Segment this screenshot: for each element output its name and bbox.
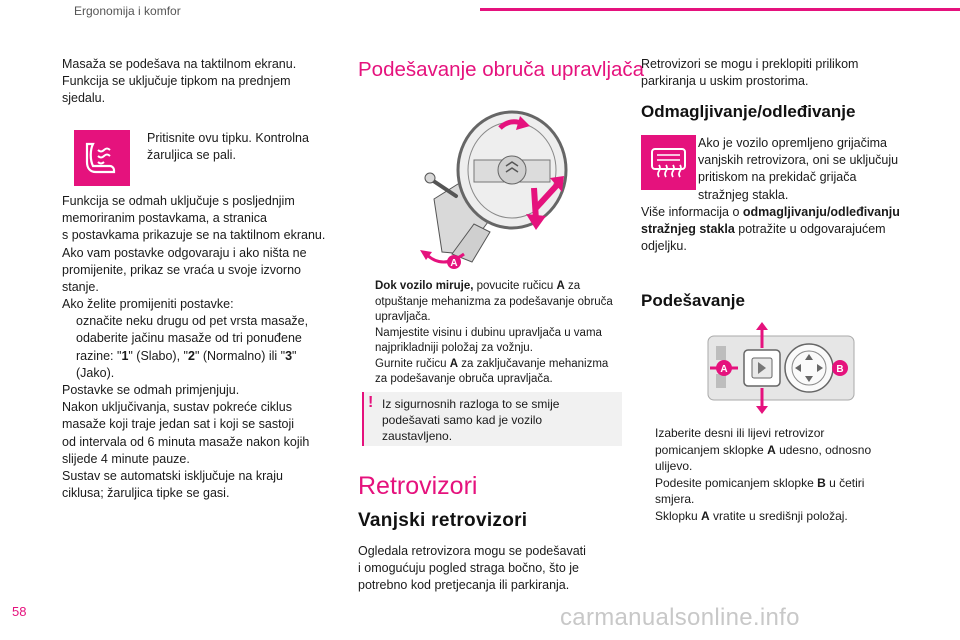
level-3: 3 <box>285 348 293 363</box>
defog-text <box>698 135 928 204</box>
bullet-icon <box>62 313 76 330</box>
text-line: Postavke se odmah primjenjuju. <box>62 383 240 398</box>
level-1: 1 <box>121 348 129 363</box>
text-line: stražnjeg stakla. <box>698 187 789 202</box>
bullet-icon <box>62 330 76 382</box>
text-span: Sklopku <box>655 508 702 523</box>
text-span: " (Slabo), " <box>128 348 188 363</box>
massage-intro <box>62 56 342 108</box>
text-line: pritiskom na prekidač grijača <box>698 170 857 185</box>
text-line: promijenite, prikaz se vraća u svoje izvorno <box>62 262 301 277</box>
press-instruction <box>133 130 333 164</box>
text-line: stanje. <box>62 280 99 295</box>
text-line: (Jako). <box>76 365 115 380</box>
warning-icon: ! <box>368 394 374 411</box>
lever-label-a: A <box>450 258 458 269</box>
mirrors-title: Retrovizori <box>358 472 478 500</box>
text-span: potražite u odgovarajućem <box>734 222 886 237</box>
text-bold: Dok vozilo miruje, <box>375 280 474 292</box>
exterior-mirrors-title: Vanjski retrovizori <box>358 510 528 531</box>
text-line: žaruljica se pali. <box>147 148 236 163</box>
text-span: pomicanjem sklopke <box>655 442 768 457</box>
adjustment-title: Podešavanje <box>641 291 745 310</box>
bullet-icon <box>641 425 655 475</box>
bullet-icon <box>133 130 147 164</box>
text-span: " <box>292 348 297 363</box>
seat-massage-icon <box>74 130 130 186</box>
text-bold: A <box>556 280 565 292</box>
text-span: Podesite pomicanjem sklopke <box>655 475 818 490</box>
text-span: Više informacija o <box>641 205 743 219</box>
text-line: masaže koji traje jedan sat i koji se sastoji <box>62 417 295 432</box>
text-span: povucite ručicu <box>473 280 557 292</box>
text-line: parkiranja u uskim prostorima. <box>641 74 809 89</box>
text-line: ulijevo. <box>655 459 693 473</box>
bullet-icon <box>361 279 375 326</box>
text-line: odjeljku. <box>641 239 687 254</box>
text-line: vanjskih retrovizora, oni se uključuju <box>698 153 899 168</box>
text-line: Masaža se podešava na taktilnom ekranu. <box>62 57 297 71</box>
bullet-icon <box>641 475 655 508</box>
exterior-mirrors-text <box>358 543 628 595</box>
text-span: " (Normalno) ili " <box>194 348 286 363</box>
switch-label-a: A <box>720 364 728 375</box>
text-line: zaustavljeno. <box>382 429 453 443</box>
text-line: Izaberite desni ili lijevi retrovizor <box>655 426 825 440</box>
safety-warning <box>362 392 622 446</box>
text-line: otpuštanje mehanizma za podešavanje obruča <box>375 295 613 308</box>
text-line: i omogućuju pogled straga bočno, što je <box>358 561 579 576</box>
section-title: Ergonomija i komfor <box>74 4 181 18</box>
text-span: razine: " <box>76 348 122 363</box>
text-line: Iz sigurnosnih razloga to se smije <box>382 397 560 411</box>
text-line: sjedalu. <box>62 91 106 106</box>
text-bold: A <box>449 357 459 370</box>
text-span: za <box>564 280 581 292</box>
defog-title: Odmagljivanje/odleđivanje <box>641 102 856 121</box>
text-line: slijede 4 minute pauze. <box>62 451 190 466</box>
text-line: smjera. <box>655 492 695 506</box>
text-line: podešavati samo kad je vozilo <box>382 413 543 427</box>
text-line: memoriranim postavkama, a stranica <box>62 211 267 226</box>
bullet-icon <box>641 508 655 525</box>
text-line: potrebno kod pretjecanja ili parkiranja. <box>358 578 570 593</box>
text-line: od intervala od 6 minuta masaže nakon kojih <box>62 434 310 449</box>
text-bold: A <box>701 508 710 523</box>
text-line: s postavkama prikazuje se na taktilnom ekranu. <box>62 228 326 243</box>
text-line: za podešavanje obruča upravljača. <box>375 373 553 385</box>
bullet-icon <box>361 326 375 357</box>
text-span: za zaključavanje mehanizma <box>458 357 609 370</box>
steering-steps <box>361 279 631 388</box>
text-span: Gurnite ručicu <box>375 357 450 370</box>
page-number: 58 <box>12 604 27 619</box>
text-line: Ako vam postavke odgovaraju i ako ništa ne <box>62 245 307 260</box>
rear-defrost-icon <box>641 135 696 190</box>
text-line: odaberite jačinu masaže od tri ponuđene <box>76 331 302 346</box>
text-bold: A <box>767 442 776 457</box>
text-line: Funkcija se odmah uključuje s posljednjim <box>62 194 295 208</box>
massage-change-settings <box>62 296 347 502</box>
text-line: Nakon uključivanja, sustav pokreće ciklus <box>62 400 292 415</box>
defog-more-info <box>641 204 931 256</box>
text-line: označite neku drugu od pet vrsta masaže, <box>76 314 309 329</box>
text-line: Namjestite visinu i dubinu upravljača u vama <box>375 326 602 339</box>
text-span: udesno, odnosno <box>775 442 872 457</box>
text-span: vratite u središnji položaj. <box>709 508 848 523</box>
steering-wheel-illustration <box>412 104 582 274</box>
massage-para1 <box>62 193 347 296</box>
text-line: ciklusa; žaruljica tipke se gasi. <box>62 486 230 501</box>
header-accent-bar <box>480 8 960 11</box>
level-2: 2 <box>187 348 195 363</box>
text-line: Retrovizori se mogu i preklopiti prilikom <box>641 57 859 71</box>
text-bold: B <box>817 475 826 490</box>
text-line: Ogledala retrovizora mogu se podešavati <box>358 544 586 558</box>
watermark: carmanualsonline.info <box>560 604 800 631</box>
text-bold: stražnjeg stakla <box>641 222 735 237</box>
text-line: Pritisnite ovu tipku. Kontrolna <box>147 131 309 145</box>
mirror-fold-text <box>641 56 921 90</box>
text-line: najprikladniji položaj za vožnju. <box>375 342 533 354</box>
switch-label-b: B <box>836 364 844 375</box>
text-bold: odmagljivanju/odleđivanju <box>742 205 900 219</box>
text-line: Funkcija se uključuje tipkom na prednjem <box>62 74 291 89</box>
text-line: Ako želite promijeniti postavke: <box>62 297 234 311</box>
text-line: Ako je vozilo opremljeno grijačima <box>698 136 887 150</box>
text-line: Sustav se automatski isključuje na kraju <box>62 469 283 484</box>
text-span: u četiri <box>825 475 865 490</box>
mirror-adjust-steps <box>641 425 931 524</box>
bullet-icon <box>361 357 375 388</box>
mirror-switch-illustration <box>706 322 856 414</box>
steering-title: Podešavanje obruča upravljača <box>358 58 645 81</box>
text-line: upravljača. <box>375 311 431 323</box>
